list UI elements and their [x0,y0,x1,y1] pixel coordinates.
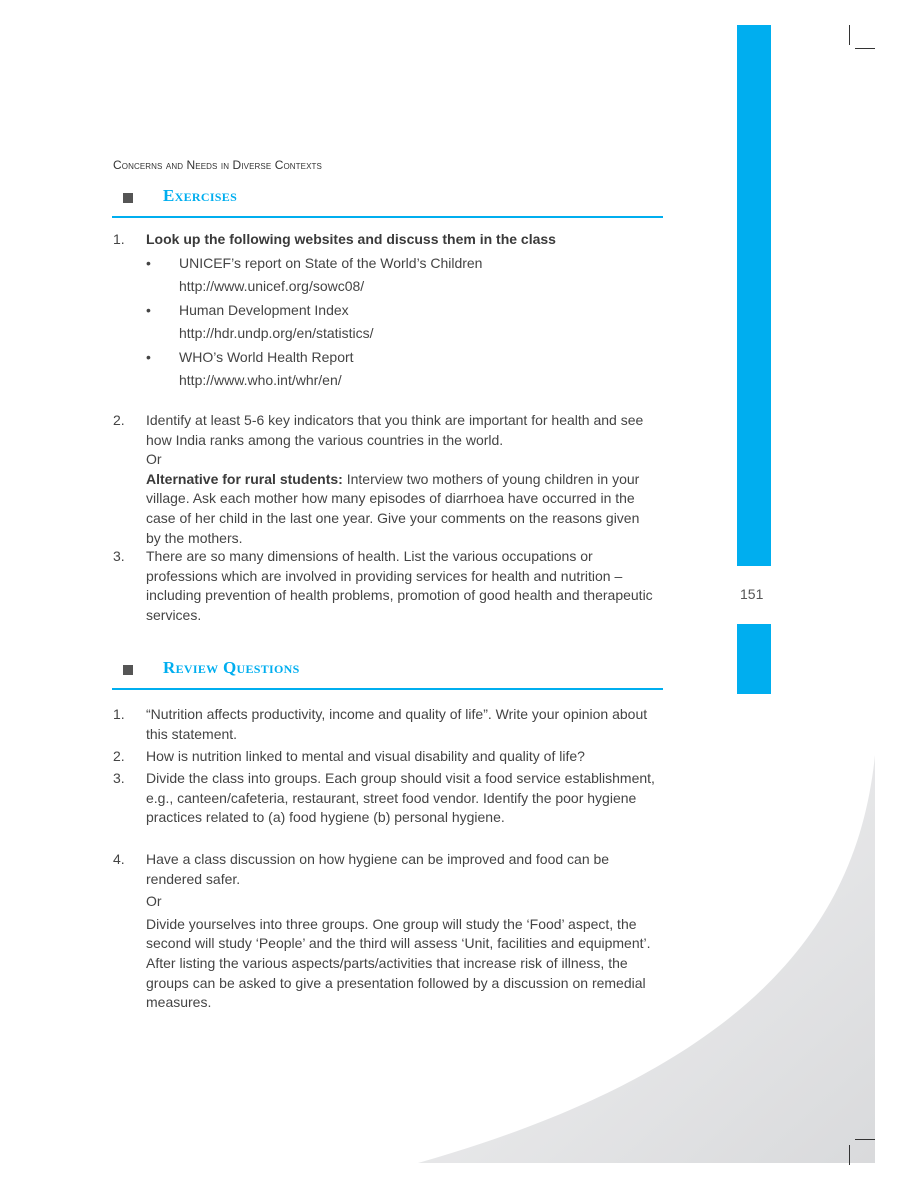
website-url[interactable]: http://hdr.undp.org/en/statistics/ [179,325,374,342]
list-item [146,299,663,346]
item-number: 4. [113,851,125,867]
review-question-1 [113,705,663,744]
side-bar-lower [737,624,771,694]
website-url[interactable]: http://www.who.int/whr/en/ [179,372,342,389]
list-item [146,252,663,299]
question-alternative-text: Divide yourselves into three groups. One group will study the ‘Food’ aspect, the second will study ‘People’ and the third will assess ‘Unit, facilities and equipment’. After listing the various aspects/parts/activities that increase risk of illness, the groups can be asked to give a presentation followed by a discussion on remedial measures. [146,915,651,1011]
crop-mark-top-vertical [849,25,850,45]
item-lead: Look up the following websites and discuss them in the class [146,231,556,247]
page-number: 151 [740,586,764,602]
alternative-text: Interview two mothers of young children in your village. Ask each mother how many episodes of diarrhoea have occurred in the case of her child in the last one year. Give your comments on the reasons given by the mothers. [146,470,640,546]
crop-mark-top-horizontal [855,48,875,49]
review-question-2 [113,747,663,767]
exercise-item-1 [113,230,663,393]
website-name: Human Development Index [179,301,349,318]
or-label: Or [146,451,162,468]
item-number: 1. [113,231,125,247]
alternative-paragraph [146,470,663,548]
bullet-icon: • [146,301,151,318]
website-name: UNICEF’s report on State of the World’s Children [179,254,483,271]
question-text: Divide the class into groups. Each group should visit a food service establishment, e.g., canteen/cafeteria, restaurant, street food vendor. Identify the poor hygiene practices related to (a) food hygiene (b) personal hygiene. [146,770,655,826]
question-text: “Nutrition affects productivity, income and quality of life”. Write your opinion about this statement. [146,706,648,742]
item-number: 2. [113,412,125,428]
section-header-exercises [112,186,663,218]
review-question-3 [113,769,663,828]
running-head: Concerns and Needs in Diverse Contexts [113,158,322,172]
alternative-label: Alternative for rural students: [146,470,343,487]
item-text: There are so many dimensions of health. List the various occupations or professions which are involved in providing services for health and nutrition – including prevention of health problems, promotion of good health and therapeutic services. [146,548,653,623]
section-square-icon [123,193,133,203]
crop-mark-bottom-horizontal [855,1139,875,1140]
or-label: Or [146,893,162,910]
question-text: How is nutrition linked to mental and visual disability and quality of life? [146,748,585,764]
website-name: WHO’s World Health Report [179,348,354,365]
list-item [146,346,663,393]
question-text: Have a class discussion on how hygiene can be improved and food can be rendered safer. [146,851,610,887]
side-bar-upper [737,25,771,566]
section-square-icon [123,665,133,675]
review-question-4 [113,850,663,1013]
exercise-item-2 [113,411,663,548]
item-number: 3. [113,770,125,786]
bullet-icon: • [146,348,151,365]
website-url[interactable]: http://www.unicef.org/sowc08/ [179,278,365,295]
section-title: Exercises [163,186,238,205]
bullet-icon: • [146,254,151,271]
item-text: Identify at least 5-6 key indicators that you think are important for health and see how India ranks among the various countries in the world. [146,412,644,448]
item-number: 3. [113,548,125,564]
crop-mark-bottom-vertical [849,1145,850,1165]
item-number: 1. [113,706,125,722]
section-header-review-questions [112,658,663,690]
section-title: Review Questions [163,658,300,677]
item-number: 2. [113,748,125,764]
exercise-item-3 [113,547,663,625]
